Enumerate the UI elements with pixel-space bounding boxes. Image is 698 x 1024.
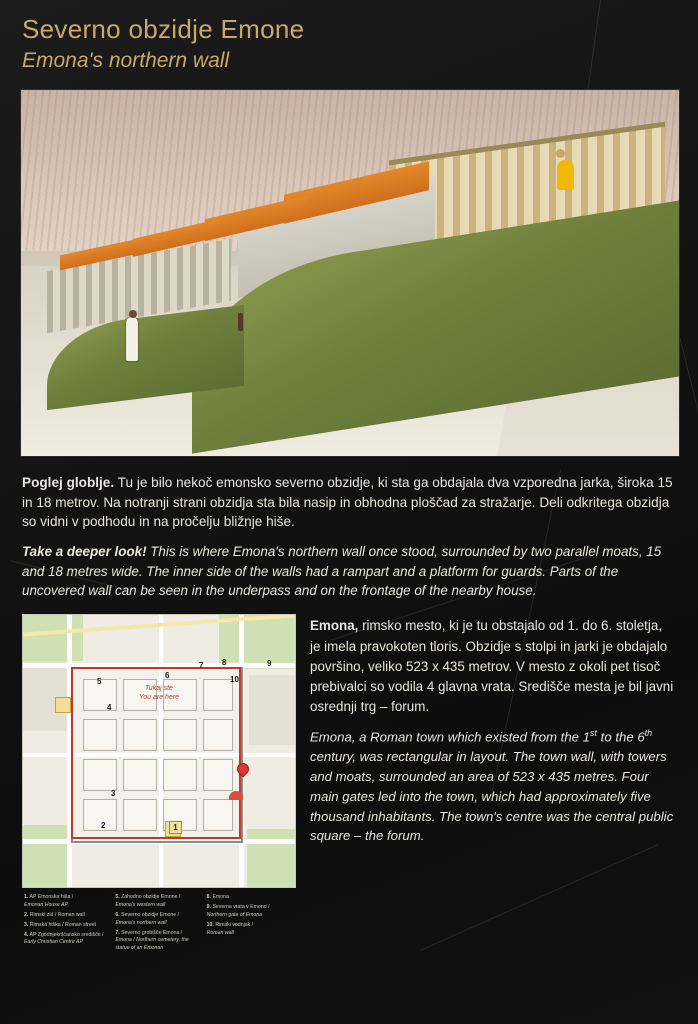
legend-number: 10.	[206, 921, 214, 928]
emona-text-column	[310, 614, 676, 955]
body-text	[0, 457, 698, 600]
map-insula	[163, 719, 197, 751]
map-number-7: 7	[199, 661, 204, 671]
legend-item	[24, 922, 109, 930]
emona-text-slovene: rimsko mesto, ki je tu obstajalo od 1. do 6. stoletja, je imela pravokoten tloris. Obzidje s stolpi in jarki je obdajalo površino, veliko 523 x 435 metrov. V mesto z okoli pet tisoč prebivalci so vodila 4 glavna vrata. Središče mesta je bil javni osrednji trg – forum.	[310, 618, 674, 714]
legend-item	[24, 912, 109, 920]
paragraph-english-text: This is where Emona's northern wall once stood, surrounded by two parallel moats, 15 and 18 metres wide. The inner side of the walls had a rampart and a platform for guards. Parts of the uncovered wall can be seen in the underpass and on the frontage of the nearby house.	[22, 544, 662, 598]
map-park-area-4	[247, 829, 295, 887]
map-insula	[123, 719, 157, 751]
map-insula	[163, 759, 197, 791]
legend-label-en: Emona's western wall	[115, 902, 166, 909]
lower-section	[0, 610, 698, 955]
map-insula	[83, 759, 117, 791]
legend-label-sl: Rimski vodnjak /	[215, 921, 254, 928]
legend-label-sl: Rimska hiška / Roman street	[29, 921, 97, 928]
page-title-english: Emona's northern wall	[22, 49, 230, 72]
you-are-here-label-en: You are here	[138, 694, 180, 702]
map-marker-1: 1	[169, 821, 182, 834]
illustration-image	[20, 89, 680, 457]
legend-number: 7.	[115, 929, 120, 936]
emona-text-english-1: Emona, a Roman town which existed from the 1	[310, 729, 591, 745]
legend-label-sl: Severna vrata v Emono /	[212, 904, 270, 911]
map-number-6: 6	[165, 671, 170, 681]
legend-label-en: Emonan House AP	[24, 902, 68, 909]
legend-number: 1.	[24, 894, 29, 901]
legend-label-sl: Rimski zid / Roman wall	[29, 912, 85, 919]
map-block-area-1	[23, 661, 69, 731]
paragraph-slovene-text: Tu je bilo nekoč emonsko severno obzidje, ki sta ga obdajala dva vzporedna jarka, široka 15 in 18 metrov. Na notranji strani obzidja sta bila nasip in obhodna ploščad za stražarje. Deli odkritega obzidja so vidni v podhodu in na pročelju bližnje hiše.	[22, 475, 673, 530]
map-insula	[203, 679, 233, 711]
legend-column-3	[207, 894, 292, 955]
legend-label-en: Early Christian Centre AP	[24, 939, 83, 946]
map-highlight-route-bottom	[71, 837, 241, 839]
map-number-5: 5	[97, 677, 102, 687]
legend-label-sl: Severno grobišče ​Emona /	[121, 929, 183, 936]
legend-item	[207, 922, 292, 938]
map-insula	[83, 719, 117, 751]
legend-column-2	[115, 894, 200, 955]
map-number-9: 9	[267, 659, 272, 669]
legend-item	[207, 894, 292, 902]
map-number-3: 3	[111, 789, 116, 799]
legend-item	[24, 932, 109, 948]
legend-item	[115, 894, 200, 910]
emona-paragraph-english	[310, 727, 676, 846]
map-park-area-3	[23, 825, 71, 887]
legend-label-sl: Zahodno obzidje Emone /	[121, 894, 181, 901]
you-are-here-label-sl: Tukaj ste	[145, 685, 173, 693]
map-insula	[203, 799, 233, 831]
emona-paragraph-slovene	[310, 616, 676, 717]
legend-column-1	[24, 894, 109, 955]
paragraph-english-heading: Take a deeper look!	[22, 544, 147, 560]
panel-header	[0, 0, 698, 83]
illustration-figure-woman-head	[129, 310, 137, 318]
legend-number: 2.	[24, 912, 29, 919]
legend-label-en: Emona's northern wall	[115, 919, 167, 926]
legend-label-en: Northern gate of Emona	[206, 912, 263, 919]
legend-item	[207, 904, 292, 920]
map-insula	[123, 759, 157, 791]
map-number-4: 4	[107, 703, 112, 713]
map-number-8: 8	[222, 658, 227, 668]
map-insula	[123, 799, 157, 831]
legend-number: 4.	[24, 931, 29, 938]
legend-number: 5.	[115, 894, 120, 901]
map-legend	[22, 888, 294, 955]
map-insula	[203, 719, 233, 751]
illustration-figure-yellow-head	[556, 149, 565, 158]
paragraph-slovene	[22, 473, 676, 532]
illustration-figure-woman	[126, 317, 138, 361]
emona-text-english-3: century, was rectangular in layout. The town wall, with towers and moats, surrounded an area of 523 x 435 metres. Four main gates led into the town, which had approximately five thousand inhabitants. The town's centre was the central public square – the forum.	[310, 749, 674, 844]
map-park-area-1	[23, 615, 83, 661]
emona-ordinal-sixth: th	[644, 727, 653, 738]
map-insula	[203, 759, 233, 791]
legend-number: 9.	[206, 904, 211, 911]
legend-label-sl: AP Emonska hiša /	[29, 894, 74, 901]
paragraph-english	[22, 542, 676, 600]
map-block-area-2	[249, 675, 295, 745]
map-highlight-route-top	[71, 667, 241, 669]
paragraph-slovene-heading: Poglej globlje.	[22, 475, 115, 490]
legend-number: 3.	[24, 921, 29, 928]
page-title-slovene: Severno obzidje Emone	[22, 14, 305, 44]
illustration-figure-yellow	[557, 160, 574, 190]
legend-label-sl: Severno obzidje Emone /	[121, 912, 180, 919]
legend-label-en: Emona / Northern cemetery, the statue of an Emonan	[115, 937, 189, 952]
map-insula	[83, 799, 117, 831]
legend-item	[115, 912, 200, 928]
map-number-2: 2	[101, 821, 106, 831]
emona-heading-slovene: Emona,	[310, 618, 359, 634]
city-map	[22, 614, 296, 888]
legend-item	[24, 894, 109, 910]
legend-number: 8.	[206, 894, 211, 901]
legend-number: 6.	[115, 912, 120, 919]
emona-text-english-2: to the 6	[597, 729, 645, 745]
map-umbrella-icon	[229, 791, 243, 800]
legend-label-en: Roman wall	[206, 929, 234, 936]
map-highlight-route-right	[239, 667, 241, 839]
map-column	[22, 614, 294, 955]
legend-label-sl: AP Zgodnjekrščansko središče /	[29, 931, 104, 938]
map-number-10: 10	[230, 675, 239, 685]
map-highlight-site-west	[55, 697, 71, 713]
map-park-area-2	[219, 615, 295, 669]
legend-label-sl: Emona	[212, 894, 229, 901]
emona-ordinal-first: st	[590, 727, 597, 738]
map-highlight-route-left	[71, 667, 73, 839]
legend-item	[115, 930, 200, 953]
illustration-figure-distant	[238, 313, 243, 331]
